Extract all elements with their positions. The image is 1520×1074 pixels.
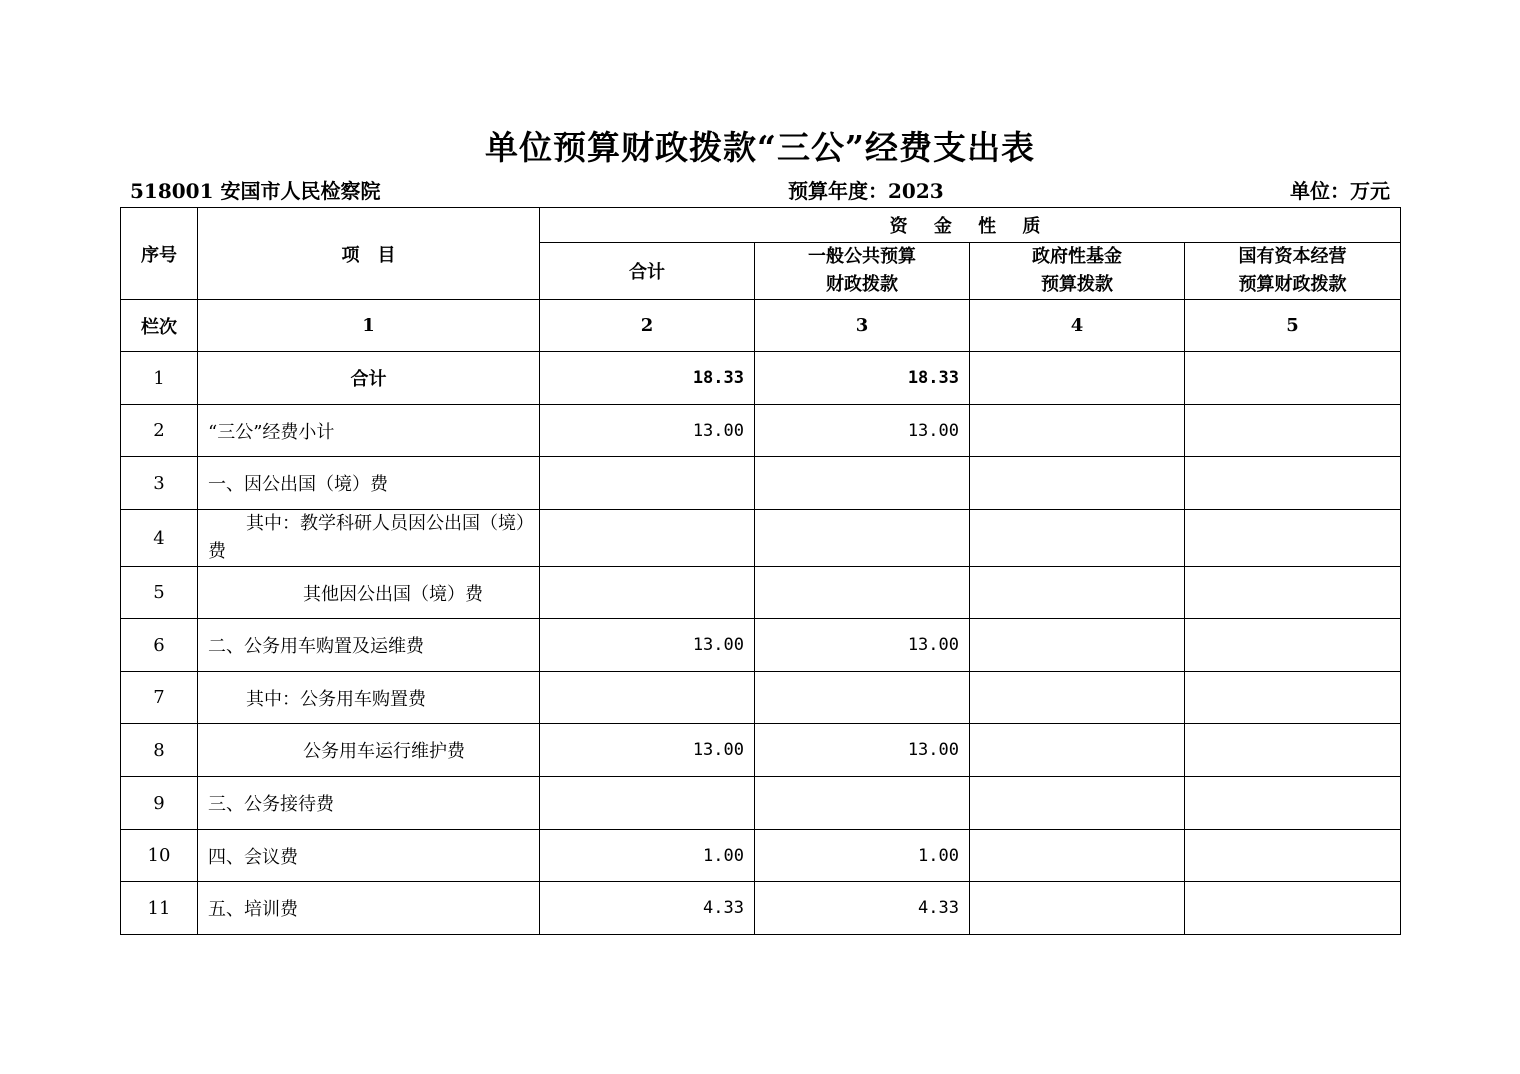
header-col-fund (970, 243, 1185, 300)
row-fund (970, 510, 1185, 567)
header-col-general (755, 243, 970, 300)
row-total: 1.00 (540, 830, 755, 882)
table-row (121, 672, 1401, 724)
row-item: 五、培训费 (198, 882, 540, 935)
row-total (540, 457, 755, 510)
row-seq: 6 (121, 619, 198, 672)
header-item: 项 目 (198, 208, 540, 300)
row-seq: 5 (121, 567, 198, 619)
column-index-2: 2 (540, 300, 755, 352)
header-fund-nature: 资 金 性 质 (540, 208, 1401, 243)
column-index-1: 1 (198, 300, 540, 352)
header-row-1 (121, 208, 1401, 243)
row-state (1185, 672, 1401, 724)
row-total (540, 777, 755, 830)
row-seq: 11 (121, 882, 198, 935)
row-item: 其中：公务用车购置费 (198, 672, 540, 724)
row-item (198, 510, 540, 567)
row-state (1185, 405, 1401, 457)
budget-year: 预算年度：2023 (788, 179, 944, 203)
row-general (755, 457, 970, 510)
row-state (1185, 724, 1401, 777)
row-state (1185, 777, 1401, 830)
row-item: 三、公务接待费 (198, 777, 540, 830)
table-row (121, 510, 1401, 567)
unit-name: 518001 安国市人民检察院 (130, 179, 381, 203)
row-item-line1: 其中：教学科研人员因公出国（境） (246, 513, 534, 534)
row-fund (970, 882, 1185, 935)
row-fund (970, 457, 1185, 510)
row-general: 13.00 (755, 619, 970, 672)
row-seq: 9 (121, 777, 198, 830)
row-general: 4.33 (755, 882, 970, 935)
money-unit: 单位：万元 (1290, 179, 1390, 203)
row-total: 13.00 (540, 619, 755, 672)
row-item-line2: 费 (208, 541, 226, 562)
table-row (121, 352, 1401, 405)
row-item: “三公”经费小计 (198, 405, 540, 457)
row-general (755, 510, 970, 567)
row-general: 13.00 (755, 405, 970, 457)
table-row (121, 777, 1401, 830)
row-fund (970, 724, 1185, 777)
row-seq: 7 (121, 672, 198, 724)
table-row (121, 882, 1401, 935)
row-item: 公务用车运行维护费 (198, 724, 540, 777)
row-seq: 3 (121, 457, 198, 510)
header-col-state-line1: 国有资本经营 (1238, 246, 1347, 267)
row-seq: 8 (121, 724, 198, 777)
column-index-row (121, 300, 1401, 352)
table-row (121, 405, 1401, 457)
header-col-fund-line2: 预算拨款 (1041, 274, 1113, 295)
row-state (1185, 567, 1401, 619)
header-col-fund-line1: 政府性基金 (1032, 246, 1122, 267)
page-title: 单位预算财政拨款“三公”经费支出表 (485, 128, 1035, 167)
row-seq: 10 (121, 830, 198, 882)
row-general: 18.33 (755, 352, 970, 405)
row-general (755, 567, 970, 619)
row-total: 13.00 (540, 724, 755, 777)
column-index-3: 3 (755, 300, 970, 352)
table-row (121, 567, 1401, 619)
budget-table (120, 207, 1401, 935)
row-total (540, 567, 755, 619)
row-fund (970, 352, 1185, 405)
row-general: 1.00 (755, 830, 970, 882)
row-state (1185, 830, 1401, 882)
row-seq: 1 (121, 352, 198, 405)
header-seq: 序号 (121, 208, 198, 300)
row-total (540, 672, 755, 724)
row-seq: 2 (121, 405, 198, 457)
row-state (1185, 619, 1401, 672)
row-item: 其他因公出国（境）费 (198, 567, 540, 619)
row-fund (970, 619, 1185, 672)
row-total (540, 510, 755, 567)
row-fund (970, 830, 1185, 882)
row-total: 18.33 (540, 352, 755, 405)
row-total: 4.33 (540, 882, 755, 935)
header-col-general-line2: 财政拨款 (826, 274, 898, 295)
header-col-general-line1: 一般公共预算 (808, 246, 916, 267)
row-state (1185, 352, 1401, 405)
header-col-state-line2: 预算财政拨款 (1238, 274, 1347, 295)
header-col-state (1185, 243, 1401, 300)
row-general (755, 777, 970, 830)
row-fund (970, 567, 1185, 619)
row-general: 13.00 (755, 724, 970, 777)
row-total: 13.00 (540, 405, 755, 457)
column-index-5: 5 (1185, 300, 1401, 352)
table-row (121, 830, 1401, 882)
row-item: 四、会议费 (198, 830, 540, 882)
row-state (1185, 882, 1401, 935)
row-seq: 4 (121, 510, 198, 567)
table-row (121, 724, 1401, 777)
row-fund (970, 777, 1185, 830)
row-state (1185, 457, 1401, 510)
row-fund (970, 672, 1185, 724)
row-general (755, 672, 970, 724)
row-item: 一、因公出国（境）费 (198, 457, 540, 510)
table-row (121, 619, 1401, 672)
column-index-4: 4 (970, 300, 1185, 352)
row-item: 二、公务用车购置及运维费 (198, 619, 540, 672)
table-row (121, 457, 1401, 510)
row-fund (970, 405, 1185, 457)
header-col-total: 合计 (540, 243, 755, 300)
row-state (1185, 510, 1401, 567)
row-item: 合计 (198, 352, 540, 405)
column-index-label: 栏次 (121, 300, 198, 352)
